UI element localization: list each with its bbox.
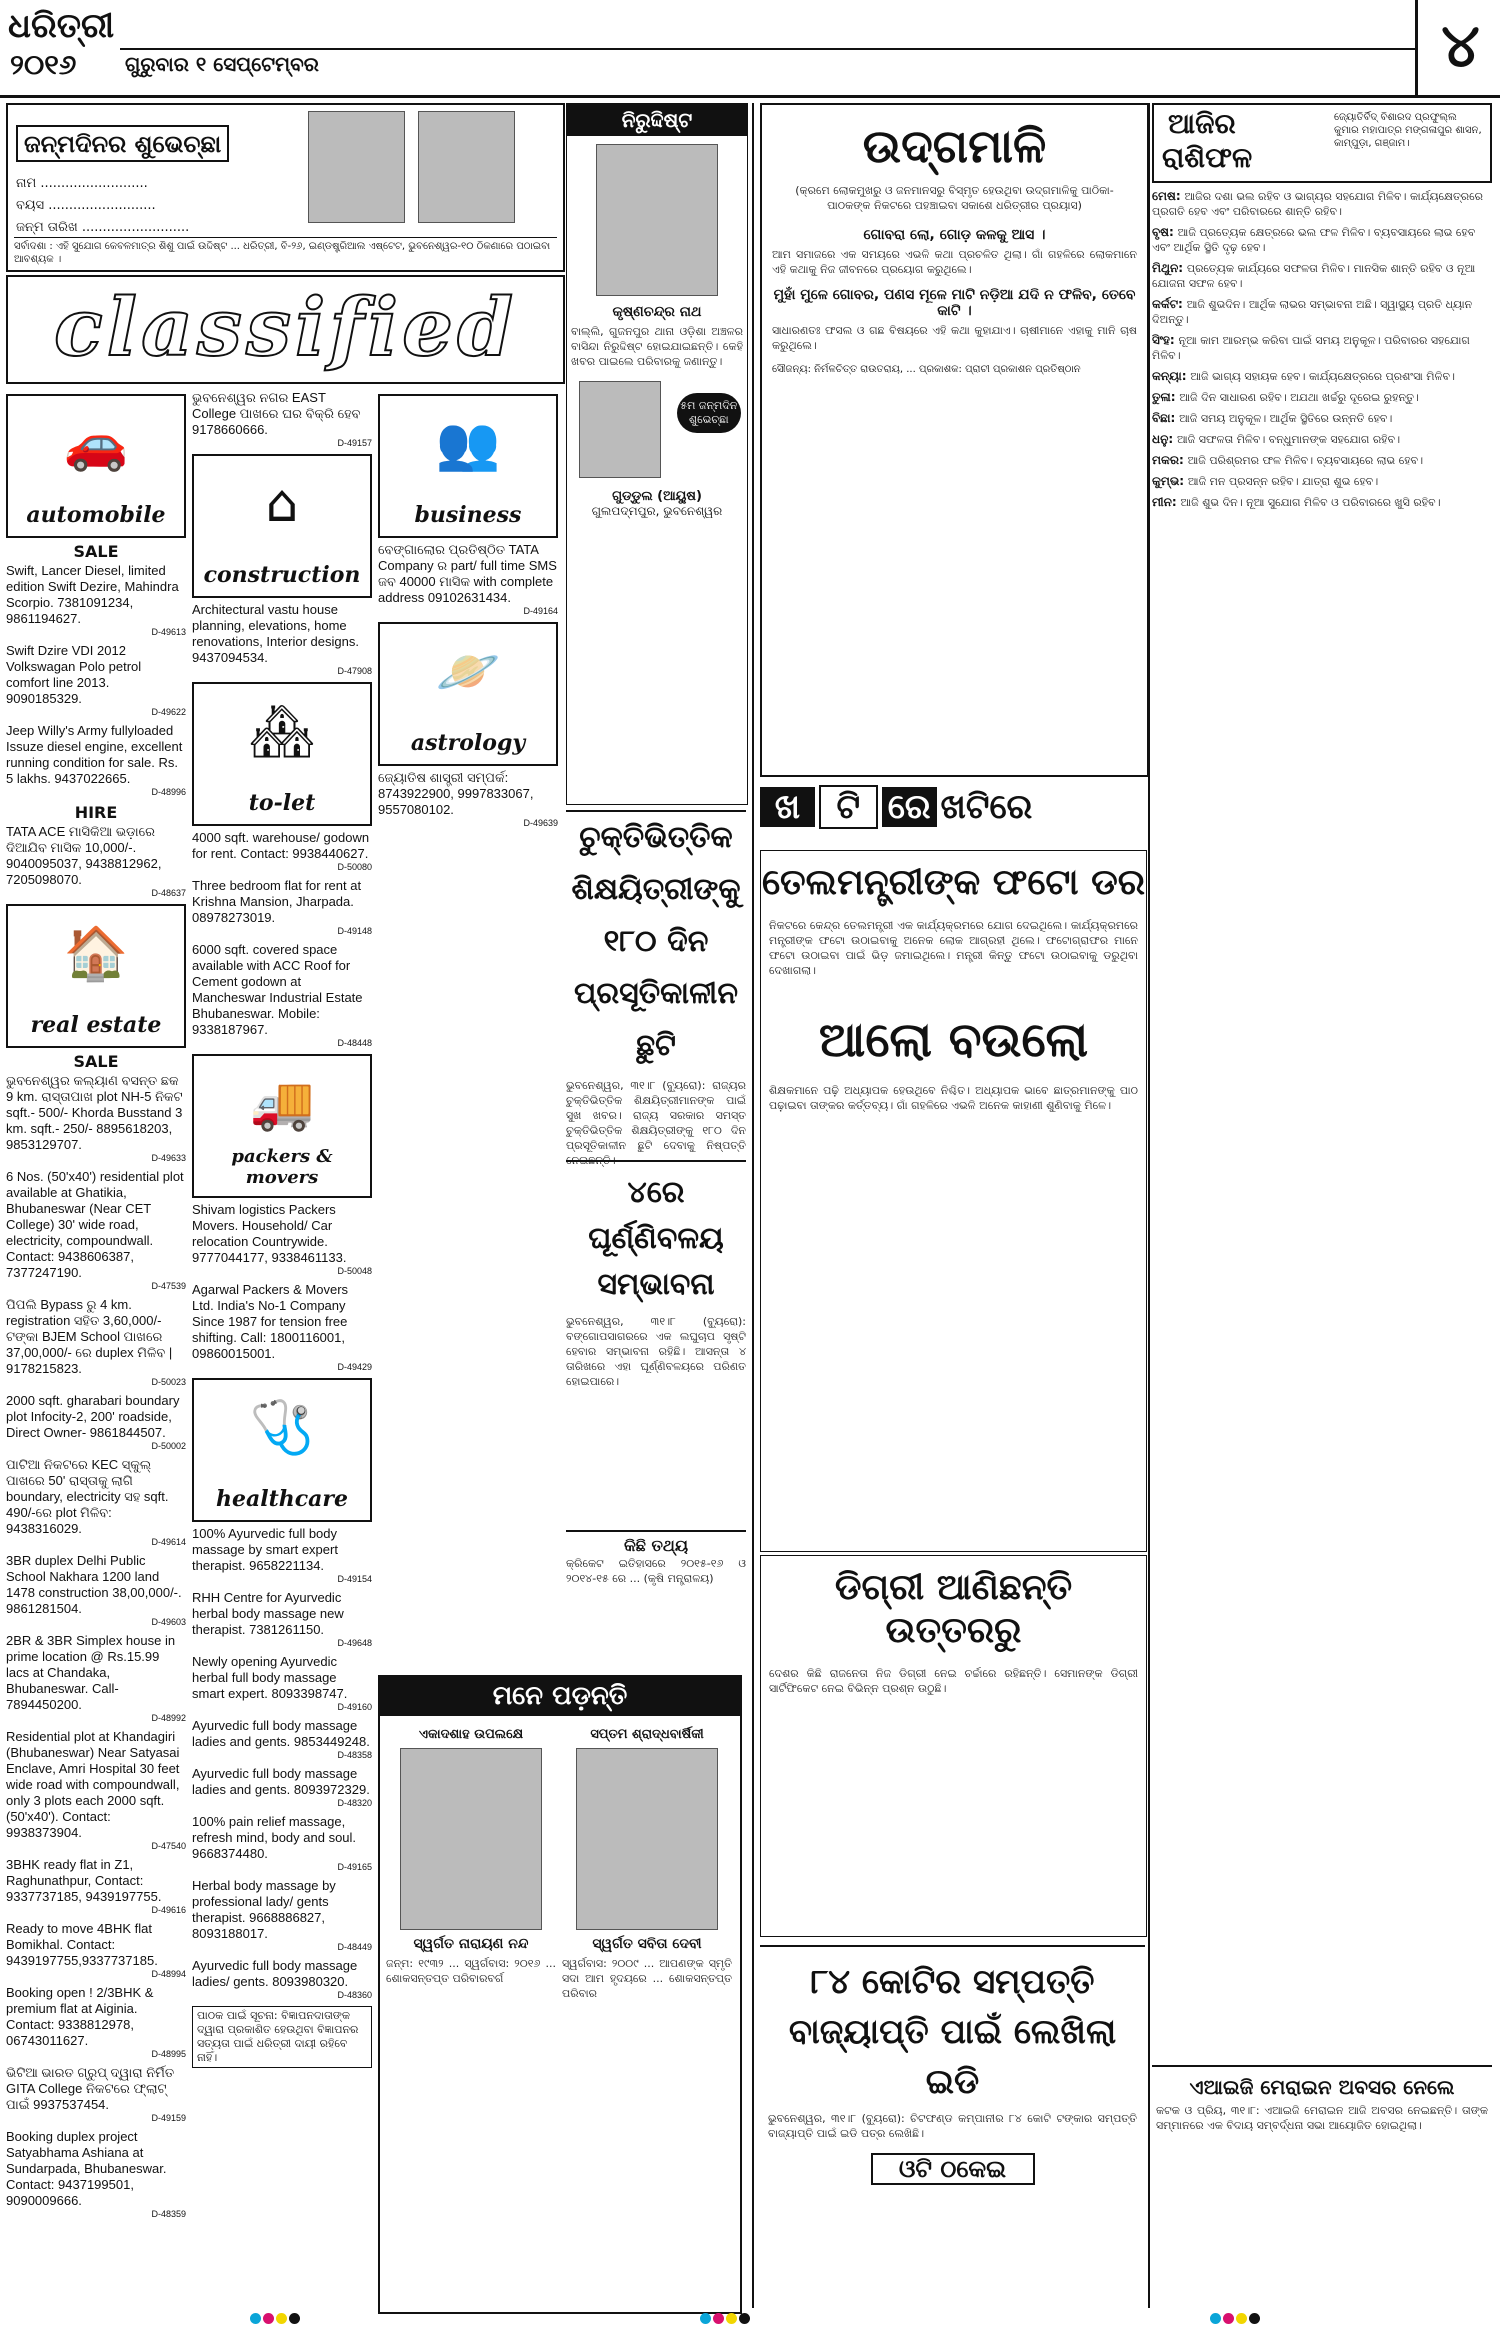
business-people-icon: 👥 <box>435 414 501 474</box>
ad-construction-1: Architectural vastu house planning, elevations, home renovations, Interior designs. 9437094534. D-47908 <box>192 602 372 676</box>
classified-col-1 <box>6 390 186 2310</box>
birthday-note: ସର୍ବାଦଶା : ଏହି ସୁଯୋଗ କେବଳମାତ୍ର ଶିଶୁ ପାଇଁ ଉଦ୍ଦିଷ୍ଟ ... ଧରିତ୍ରୀ, ବି-୨୬, ଇଣ୍ଡଷ୍ଟ୍ରିଆଲ ଏଷ୍ଟେଟ, ଭୁବନେଶ୍ୱର-୧୦ ଠିକଣାରେ ପଠାଇବା ଆବଶ୍ୟକ । <box>14 237 557 266</box>
healthcare-label: healthcare <box>216 1486 348 1512</box>
ad-tolet-2: Three bedroom flat for rent at Krishna Mansion, Jharpada. 08978273019. D-49148 <box>192 878 372 936</box>
business-box <box>378 394 558 538</box>
date: ଗୁରୁବାର ୧ ସେପ୍ଟେମ୍ବର <box>125 52 319 76</box>
ad-auto-2: Swift Dzire VDI 2012 Volkswagan Polo petrol comfort line 2013. 9090185329. D-49622 <box>6 643 186 717</box>
ad-tolet-3: 6000 sqft. covered space available with ACC Roof for Cement godown at Mancheswar Industrial Estate Bhubaneswar. Mobile: 9338187967. D-48448 <box>192 942 372 1048</box>
field-name: ନାମ .......................... <box>16 176 148 191</box>
memorial-right-photo <box>576 1748 718 1930</box>
registration-mark-3 <box>1210 2313 1270 2325</box>
child-name: ଗୁଡ୍ଡୁଲ (ଆୟୁଷ) <box>612 489 702 504</box>
horoscope-title-1: ଆଜିର <box>1168 107 1236 140</box>
reader-note: ପାଠକ ପାଇଁ ସୂଚନା: ବିଜ୍ଞାପନଦାତାଙ୍କ ଦ୍ୱାରା ପ୍ରକାଶିତ ହେଉଥିବା ବିଜ୍ଞାପନର ସତ୍ୟତା ପାଇଁ ଧରିତ୍ରୀ ଦାୟୀ ରହିବେ ନାହିଁ। <box>192 2006 372 2068</box>
udgamali-intro: (କ୍ରମେ ଲୋକମୁଖରୁ ଓ ଜନମାନସରୁ ବିସ୍ମୃତ ହେଉଥିବା ଉଦ୍‌ଗମାଳିକୁ ପାଠିକା-ପାଠକଙ୍କ ନିକଟରେ ପହଞ୍ଚାଇବା ସକାଶେ ଧରିତ୍ରୀର ପ୍ରୟାସ) <box>795 184 1114 212</box>
memorial-left-name: ସ୍ୱର୍ଗତ ନାରାୟଣ ନନ୍ଦ <box>413 1936 529 1952</box>
field-age: ବୟସ .......................... <box>16 198 156 213</box>
birthday-box <box>6 103 565 272</box>
article5-headline: ଏଆଇଜି ମେରାଇନ ଅବସର ନେଲେ <box>1189 2075 1455 2099</box>
memorial-right-name: ସ୍ୱର୍ଗତ ସବିତା ଦେବୀ <box>592 1936 702 1952</box>
proverb-2: ମୁହାଁ ମୁଳେ ଗୋବର, ପଣସ ମୂଳେ ମାଟି ନଡ଼ିଆ ଯଦି ନ ଫଳିବ, ତେବେ କାଟି । <box>773 287 1136 319</box>
ad-re-2: 6 Nos. (50'x40') residential plot available at Ghatikia, Bhubaneswar (Near CET College) 30' wide road, electricity, compoundwall. Contact: 9438606387, 7377247190. D-47539 <box>6 1169 186 1291</box>
planet-icon: 🪐 <box>435 642 501 702</box>
realestate-box <box>6 904 186 1048</box>
ad-health-5: Ayurvedic full body massage ladies and gents. 8093972329. D-48320 <box>192 1766 372 1808</box>
construction-label: construction <box>203 562 361 588</box>
khatire-char-2: ଟି <box>819 785 878 829</box>
ad-re-1: ଭୁବନେଶ୍ୱର କଲ୍ୟାଣ ବସନ୍ତ ଛକ 9 km. ରାସ୍ତାପାଖ plot NH-5 ନିକଟ sqft.- 500/- Khorda Busstand 3 km. sqft.- 250/- 8895618203, 9853129707. D-49633 <box>6 1073 186 1163</box>
missing-person-name: କୃଷ୍ଣଚନ୍ଦ୍ର ନାଥ <box>612 304 702 320</box>
field-dob: ଜନ୍ମ ତାରିଖ .......................... <box>16 220 190 235</box>
classified-title: classified <box>6 275 565 384</box>
article5-body: କଟକ ଓ ପ୍ରିୟ, ୩୧।୮: ଏଆଇଜି ମେରାଇନ ଆଜି ଅବସର ନେଇଛନ୍ତି। ତାଙ୍କ ସମ୍ମାନରେ ଏକ ବିଦାୟ ସମ୍ବର୍ଦ୍ଧନା ସଭା ଆୟୋଜିତ ହୋଇଥିଲା। <box>1156 2104 1488 2132</box>
sign-kanya: କନ୍ୟା: ଆଜି ଭାଗ୍ୟ ସହାୟକ ହେବ। କାର୍ଯ୍ୟକ୍ଷେତ୍ରରେ ପ୍ରଶଂସା ମିଳିବ। <box>1152 369 1455 383</box>
article-left1-body: ଭୁବନେଶ୍ୱର, ୩୧।୮ (ବ୍ୟୁରୋ): ରାଜ୍ୟର ଚୁକ୍ତିଭିତ୍ତିକ ଶିକ୍ଷୟିତ୍ରୀମାନଙ୍କ ପାଇଁ ସୁଖ ଖବର। ରାଜ୍ୟ ସରକାର ସମସ୍ତ ଚୁକ୍ତିଭିତ୍ତିକ ଶିକ୍ଷୟିତ୍ରୀଙ୍କୁ ୧୮୦ ଦିନ ପ୍ରସୂତିକାଳୀନ ଛୁଟି ଦେବାକୁ ନିଷ୍ପତ୍ତି ନେଇଛନ୍ତି। <box>566 1079 746 1167</box>
car-icon: 🚗 <box>63 414 129 474</box>
ad-re-3: ପିପଲି Bypass ରୁ 4 km. registration ସହିତ 3,60,000/- ଟଙ୍କା BJEM School ପାଖରେ 37,00,000/- ରେ duplex ମିଳିବ | 9178215823. D-50023 <box>6 1297 186 1387</box>
horoscope-title-2: ରାଶିଫଳ <box>1162 141 1253 174</box>
ad-health-2: RHH Centre for Ayurvedic herbal body massage new therapist. 7381261150. D-49648 <box>192 1590 372 1648</box>
ad-col2-top: ଭୁବନେଶ୍ୱର ନଗର EAST College ପାଖରେ ଘର ବିକ୍ରି ହେବ 9178660666. D-49157 <box>192 390 372 448</box>
article-left2-body: ଭୁବନେଶ୍ୱର, ୩୧।୮ (ବ୍ୟୁରୋ): ବଙ୍ଗୋପସାଗରରେ ଏକ ଲଘୁଚାପ ସୃଷ୍ଟି ହେବାର ସମ୍ଭାବନା ରହିଛି। ଆସନ୍ତା ୪ ତାରିଖରେ ଏହା ଘୂର୍ଣ୍ଣିବଳୟରେ ପରିଣତ ହୋଇପାରେ। <box>566 1315 746 1388</box>
ad-re-9: 3BHK ready flat in Z1, Raghunathpur, Contact: 9337737185, 9439197755. D-49616 <box>6 1857 186 1915</box>
ad-packers-1: Shivam logistics Packers Movers. Household/ Car relocation Countrywide. 9777044177, 9338461133. D-50048 <box>192 1202 372 1276</box>
ad-health-7: Herbal body massage by professional lady/ gents therapist. 9668886827, 8093188017. D-48449 <box>192 1878 372 1952</box>
automobile-box <box>6 394 186 538</box>
child-place: ଗୁଲପଦ୍ମପୁର, ଭୁବନେଶ୍ୱର <box>591 504 723 518</box>
khatire-char-4: ଖଟିରେ <box>940 787 1033 827</box>
baby-photo <box>308 111 405 223</box>
sign-brusha: ବୃଷ: ଆଜି ପ୍ରତ୍ୟେକ କ୍ଷେତ୍ରରେ ଭଲ ଫଳ ମିଳିବ। ବ୍ୟବସାୟରେ ଲାଭ ହେବ ଏବଂ ଆର୍ଥିକ ସ୍ଥିତି ଦୃଢ଼ ହେବ। <box>1152 225 1476 254</box>
sale-heading: SALE <box>73 542 119 561</box>
sign-simha: ସିଂହ: ନୂଆ କାମ ଆରମ୍ଭ କରିବା ପାଇଁ ସମୟ ଅନୁକୂଳ। ପରିବାରର ସହଯୋଗ ମିଳିବ। <box>1152 333 1470 362</box>
ad-re-7: 2BR & 3BR Simplex house in prime location @ Rs.15.99 lacs at Chandaka, Bhubaneswar. Call- 7894450200. D-48992 <box>6 1633 186 1723</box>
missing-person-photo <box>596 144 718 296</box>
memorial-left-photo <box>400 1748 542 1930</box>
home-outline-icon: ⌂ <box>265 474 299 534</box>
house-icon: 🏠 <box>63 924 129 984</box>
khatire-char-1: ଖ <box>760 787 815 827</box>
ad-re-12: ଭିଟିଆ ଭାରତ ଗ୍ରୁପ୍ ଦ୍ୱାରା ନିର୍ମିତ GITA College ନିକଟରେ ଫ୍ଲାଟ୍ ପାଇଁ 9937537454. D-49159 <box>6 2065 186 2123</box>
truck-icon: 🚚 <box>249 1074 315 1134</box>
classified-col-3 <box>378 390 558 1670</box>
article-degree <box>760 1555 1147 1937</box>
article-left2-headline: ୪ରେ ଘୂର୍ଣ୍ଣିବଳୟ ସମ୍ଭାବନା <box>588 1175 724 1302</box>
article-oil-minister <box>760 850 1147 1552</box>
udgamali-credit: ସୌଜନ୍ୟ: ନିର୍ମଳଚିତ୍ତ ରାଉତରାୟ, ... ପ୍ରକାଶକ: ପ୍ରାଚୀ ପ୍ରକାଶନ ପ୍ରତିଷ୍ଠାନ <box>772 364 1081 375</box>
khatire-char-3: ରେ <box>882 787 937 827</box>
article2-body: ଶିକ୍ଷକମାନେ ପଢ଼ି ଅଧ୍ୟାପକ ହେଉଥିବେ ନିଶ୍ଚିତ। ଅଧ୍ୟାପକ ଭାବେ ଛାତ୍ରମାନଙ୍କୁ ପାଠ ପଢ଼ାଇବା ତାଙ୍କର କର୍ତ୍ତବ୍ୟ। ଗାଁ ଗହଳିରେ ଏଭଳି ଅନେକ କାହାଣୀ ଶୁଣିବାକୁ ମିଳେ। <box>769 1084 1138 1112</box>
ad-re-5: ପାଟିଆ ନିକଟରେ KEC ସ୍କୁଲ୍ ପାଖରେ 50' ରାସ୍ତାକୁ ଲାଗି boundary, electricity ସହ sqft. 490/-ରେ plot ମିଳିବ: 9438316029. D-49614 <box>6 1457 186 1547</box>
tolet-label: to-let <box>248 790 316 816</box>
facts-box <box>566 1530 746 1652</box>
facts-title: କିଛି ତଥ୍ୟ <box>623 1536 689 1555</box>
sign-bichha: ବିଛା: ଆଜି ସମୟ ଅନୁକୂଳ। ଆର୍ଥିକ ସ୍ଥିତିରେ ଉନ୍ନତି ହେବ। <box>1152 411 1393 425</box>
proverb-1: ଗୋବରା ଲୋ, ଗୋଡ଼ କଳକୁ ଆସ । <box>863 227 1046 243</box>
article1-headline: ତେଲମନ୍ତ୍ରୀଙ୍କ ଫଟୋ ଡର <box>761 861 1146 903</box>
registration-mark-2 <box>700 2313 760 2325</box>
facts-body: କ୍ରିକେଟ ଇତିହାସରେ ୨୦୧୫-୧୬ ଓ ୨୦୧୪-୧୫ ରେ ... (କୃଷି ମନ୍ତ୍ରାଳୟ) <box>566 1557 746 1585</box>
ad-health-6: 100% pain relief massage, refresh mind, body and soul. 9668374480. D-49165 <box>192 1814 372 1872</box>
memorial-box: ମନେ ପଡ଼ନ୍ତି ଏକାଦଶାହ ଉପଲକ୍ଷେ ସ୍ୱର୍ଗତ ନାରାୟଣ ନନ୍ଦ ଜନ୍ମ: ୧୯୩୨ ... ସ୍ୱର୍ଗବାସ: ୨୦୧୬ ... ଶୋକସନ୍ତପ୍ତ ପରିବାରବର୍ଗ ସପ୍ତମ ଶ୍ରାଦ୍ଧବାର୍ଷିକୀ ସ୍ୱର୍ଗତ ସବିତା ଦେବୀ ସ୍ୱର୍ଗବାସ: ୨୦୦୯ ... ଆପଣଙ୍କ ସ୍ମୃତି ସଦା ଆମ ହୃଦୟରେ ... ଶୋକସନ୍ତପ୍ତ ପରିବାର <box>378 1675 742 2314</box>
ad-health-1: 100% Ayurvedic full body massage by smart expert therapist. 9658221134. D-49154 <box>192 1526 372 1584</box>
birthday-title: ଜନ୍ମଦିନର ଶୁଭେଚ୍ଛା <box>16 125 229 162</box>
article1-body: ନିକଟରେ କେନ୍ଦ୍ର ତେଲମନ୍ତ୍ରୀ ଏକ କାର୍ଯ୍ୟକ୍ରମରେ ଯୋଗ ଦେଇଥିଲେ। କାର୍ଯ୍ୟକ୍ରମରେ ମନ୍ତ୍ରୀଙ୍କ ଫଟୋ ଉଠାଇବାକୁ ଅନେକ ଲୋକ ଆଗ୍ରହୀ ଥିଲେ। ଫଟୋଗ୍ରାଫର ମାନେ ଫଟୋ ଉଠାଇବା ପାଇଁ ଭିଡ଼ ଜମାଇଥିଲେ। ମନ୍ତ୍ରୀ କିନ୍ତୁ ଫଟୋ ଉଠାଇବାକୁ ଡରୁଥିବା ଦେଖାଗଲା। <box>769 919 1138 977</box>
classified-col-2 <box>192 390 372 2310</box>
sign-meena: ମୀନ: ଆଜି ଶୁଭ ଦିନ। ନୂଆ ସୁଯୋଗ ମିଳିବ ଓ ପରିବାରରେ ଖୁସି ରହିବ। <box>1152 495 1441 509</box>
article-left1-headline: ଚୁକ୍ତିଭିତ୍ତିକ ଶିକ୍ଷୟିତ୍ରୀଙ୍କୁ ୧୮୦ ଦିନ ପ୍ରସୂତିକାଳୀନ ଛୁଟି <box>571 820 741 1063</box>
ad-health-4: Ayurvedic full body massage ladies and gents. 9853449248. D-48358 <box>192 1718 372 1760</box>
khatire-banner <box>760 785 1145 845</box>
article3-body: ଦେଶର କିଛି ରାଜନେତା ନିଜ ଡିଗ୍ରୀ ନେଇ ଚର୍ଚ୍ଚାରେ ରହିଛନ୍ତି। ସେମାନଙ୍କ ଡିଗ୍ରୀ ସାର୍ଟିଫିକେଟ ନେଇ ବିଭିନ୍ନ ପ୍ରଶ୍ନ ଉଠୁଛି। <box>769 1667 1138 1695</box>
ad-re-6: 3BR duplex Delhi Public School Nakhara 1200 land 1478 construction 38,00,000/-. 9861281504. D-49603 <box>6 1553 186 1627</box>
ad-packers-2: Agarwal Packers & Movers Ltd. India's No-1 Company Since 1987 for tension free shifting. Call: 1800116001, 09860015001. D-49429 <box>192 1282 372 1372</box>
sign-kumbha: କୁମ୍ଭ: ଆଜି ମନ ପ୍ରସନ୍ନ ରହିବ। ଯାତ୍ରା ଶୁଭ ହେବ। <box>1152 474 1379 488</box>
business-label: business <box>414 502 522 528</box>
ad-auto-3: Jeep Willy's Army fullyloaded Issuze diesel engine, excellent running condition for sale. Rs. 5 lakhs. 9437022665. D-48996 <box>6 723 186 797</box>
udgamali-title: ଉଦ୍‌ଗମାଳି <box>862 119 1047 173</box>
astrology-label: astrology <box>410 730 526 756</box>
ad-hire-1: TATA ACE ମାସିକିଆ ଭଡ଼ାରେ ଦିଆଯିବ ମାସିକ 10,000/-. 9040095037, 9438812962, 7205098070. D-48637 <box>6 824 186 898</box>
astrologer: ଜ୍ୟୋତିର୍ବିଦ୍ ବିଶାରଦ ପ୍ରଫୁଲ୍ଲ କୁମାର ମହାପାତ୍ର ମଙ୍ଗଳାପୁର ଶାସନ, କାମ୍ପୁଡ଼ା, ଗଞ୍ଜାମ। <box>1334 112 1482 149</box>
automobile-label: automobile <box>26 502 166 528</box>
sign-mithuna: ମିଥୁନ: ପ୍ରତ୍ୟେକ କାର୍ଯ୍ୟରେ ସଫଳତା ମିଳିବ। ମାନସିକ ଶାନ୍ତି ରହିବ ଓ ନୂଆ ଯୋଜନା ସଫଳ ହେବ। <box>1152 261 1476 290</box>
missing-title: ନିରୁଦ୍ଦିଷ୍ଟ <box>567 104 747 136</box>
article3-headline: ଡିଗ୍ରୀ ଆଣିଛନ୍ତି ଉତ୍ତରରୁ <box>834 1566 1073 1651</box>
horoscope-column <box>1152 103 1492 2058</box>
packers-label: packers & movers <box>231 1146 333 1188</box>
sign-tula: ତୁଳା: ଆଜି ଦିନ ସାଧାରଣ ରହିବ। ଅଯଥା ଖର୍ଚ୍ଚରୁ ଦୂରେଇ ରୁହନ୍ତୁ। <box>1152 390 1419 404</box>
article4-badge: ଓଟି ଠକେଇ <box>871 2153 1035 2185</box>
astrology-box <box>378 622 558 766</box>
tolet-box <box>192 682 372 826</box>
udgamali-box: ଉଦ୍‌ଗମାଳି (କ୍ରମେ ଲୋକମୁଖରୁ ଓ ଜନମାନସରୁ ବିସ୍ମୃତ ହେଉଥିବା ଉଦ୍‌ଗମାଳିକୁ ପାଠିକା-ପାଠକଙ୍କ ନିକଟରେ ପହଞ୍ଚାଇବା ସକାଶେ ଧରିତ୍ରୀର ପ୍ରୟାସ) ଗୋବରା ଲୋ, ଗୋଡ଼ କଳକୁ ଆସ । ଆମ ସମାଜରେ ଏକ ସମୟରେ ଏଭଳି କଥା ପ୍ରଚଳିତ ଥିଲା। ଗାଁ ଗହଳିରେ ଲୋକମାନେ ଏହି କଥାକୁ ନିଜ ଜୀବନରେ ପ୍ରୟୋଗ କରୁଥିଲେ। ମୁହାଁ ମୁଳେ ଗୋବର, ପଣସ ମୂଳେ ମାଟି ନଡ଼ିଆ ଯଦି ନ ଫଳିବ, ତେବେ କାଟି । ସାଧାରଣତଃ ଫସଲ ଓ ଗଛ ବିଷୟରେ ଏହି କଥା କୁହାଯାଏ। ଚାଷୀମାନେ ଏହାକୁ ମାନି ଚାଷ କରୁଥିଲେ। ସୌଜନ୍ୟ: ନିର୍ମଳଚିତ୍ତ ରାଉତରାୟ, ... ପ୍ରକାଶକ: ପ୍ରାଚୀ ପ୍ରକାଶନ ପ୍ରତିଷ୍ଠାନ <box>760 103 1149 777</box>
sign-dhanu: ଧନୁ: ଆଜି ସଫଳତା ମିଳିବ। ବନ୍ଧୁମାନଙ୍କ ସହଯୋଗ ରହିବ। <box>1152 432 1401 446</box>
ad-re-8: Residential plot at Khandagiri (Bhubaneswar) Near Satyasai Enclave, Amri Hospital 30 feet wide road with compoundwall, only 3 plots each 2000 sqft. (50'x40'). Contact: 9938373904. D-47540 <box>6 1729 186 1851</box>
ad-re-10: Ready to move 4BHK flat Bomikhal. Contact: 9439197755,9337737185. D-48994 <box>6 1921 186 1979</box>
packers-box <box>192 1054 372 1198</box>
ad-re-11: Booking open ! 2/3BHK & premium flat at Aiginia. Contact: 9338812978, 06743011627. D-48995 <box>6 1985 186 2059</box>
article4-headline: ୮୪ କୋଟିର ସମ୍ପତ୍ତି ବାଜ୍ୟାପ୍ତି ପାଇଁ ଲେଖିଲା ଇଡି <box>788 1962 1117 2102</box>
sign-karkata: କର୍କଟ: ଆଜି ଶୁଭଦିନ। ଆର୍ଥିକ ଲାଭର ସମ୍ଭାବନା ଅଛି। ସ୍ୱାସ୍ଥ୍ୟ ପ୍ରତି ଧ୍ୟାନ ଦିଅନ୍ତୁ। <box>1152 297 1473 326</box>
ad-tolet-1: 4000 sqft. warehouse/ godown for rent. Contact: 9938440627. D-50080 <box>192 830 372 872</box>
ad-health-3: Newly opening Ayurvedic herbal full body massage smart expert. 8093398747. D-49160 <box>192 1654 372 1712</box>
sign-makara: ମକର: ଆଜି ପରିଶ୍ରମର ଫଳ ମିଳିବ। ବ୍ୟବସାୟରେ ଲାଭ ହେବ। <box>1152 453 1424 467</box>
memorial-right-title: ସପ୍ତମ ଶ୍ରାଦ୍ଧବାର୍ଷିକୀ <box>590 1727 704 1742</box>
child-photo-2 <box>579 381 661 478</box>
ad-auto-1: Swift, Lancer Diesel, limited edition Swift Dezire, Mahindra Scorpio. 7381091234, 9861194627. D-49613 <box>6 563 186 637</box>
ad-health-8: Ayurvedic full body massage ladies/ gents. 8093980320. D-48360 <box>192 1958 372 2000</box>
healthcare-box <box>192 1378 372 1522</box>
missing-column: ନିରୁଦ୍ଦିଷ୍ଟ କୃଷ୍ଣଚନ୍ଦ୍ର ନାଥ ବାଲ୍ଲି, ଗୁଜନପୁର ଥାନା ଓଡ଼ିଶା ଅଞ୍ଚଳର ବାସିନ୍ଦା ନିରୁଦ୍ଦିଷ୍ଟ ହୋଇଯାଇଛନ୍ତି। କେହି ଖବର ପାଇଲେ ପରିବାରକୁ ଜଣାନ୍ତୁ। ୫ମ ଜନ୍ମଦିନ ଶୁଭେଚ୍ଛା ଗୁଡ୍ଡୁଲ (ଆୟୁଷ) ଗୁଲପଦ୍ମପୁର, ଭୁବନେଶ୍ୱର <box>566 103 748 805</box>
hire-heading: HIRE <box>74 803 118 822</box>
page-number: ୪ <box>1415 0 1503 95</box>
ad-re-13: Booking duplex project Satyabhama Ashiana at Sundarpada, Bhubaneswar. Contact: 9437199501, 9090009666. D-48359 <box>6 2129 186 2219</box>
brand: ଧରିତ୍ରୀ <box>8 6 115 46</box>
year: ୨୦୧୬ <box>10 48 77 81</box>
ad-business-1: ବେଙ୍ଗାଲୋର ପ୍ରତିଷ୍ଠିତ TATA Company ର part/ full time SMS ଜବ 40000 ମାସିକ with complete address 09102631434. D-49164 <box>378 542 558 616</box>
child-photo <box>418 111 515 223</box>
article-contract-teachers <box>566 810 746 1167</box>
article4-body: ଭୁବନେଶ୍ୱର, ୩୧।୮ (ବ୍ୟୁରୋ): ଚିଟଫଣ୍ଡ କମ୍ପାନୀର ୮୪ କୋଟି ଟଙ୍କାର ସମ୍ପତ୍ତି ବାଜ୍ୟାପ୍ତି ପାଇଁ ଇଡି ପତ୍ର ଲେଖିଛି। <box>768 2112 1137 2140</box>
ad-astrology-1: ଜ୍ୟୋତିଷ ଶାସ୍ତ୍ରୀ ସମ୍ପର୍କ: 8743922900, 9997833067, 9557080102. D-49639 <box>378 770 558 828</box>
birthday-badge: ୫ମ ଜନ୍ମଦିନ ଶୁଭେଚ୍ଛା <box>677 393 741 433</box>
memorial-title: ମନେ ପଡ଼ନ୍ତି <box>380 1677 740 1716</box>
registration-mark <box>250 2313 310 2325</box>
article-cyclone <box>566 1160 746 1522</box>
realestate-label: real estate <box>30 1012 162 1038</box>
stethoscope-icon: 🩺 <box>249 1398 315 1458</box>
memorial-left-title: ଏକାଦଶାହ ଉପଲକ୍ଷେ <box>418 1727 524 1742</box>
construction-box <box>192 454 372 598</box>
tolet-sign-icon: 🏘 <box>248 702 315 762</box>
sign-mesha: ମେଷ: ଆଜିର ଦଶା ଭଲ ରହିବ ଓ ଭାଗ୍ୟର ସହଯୋଗ ମିଳିବ। କାର୍ଯ୍ୟକ୍ଷେତ୍ରରେ ପ୍ରଗତି ହେବ ଏବଂ ପରିବାରରେ ଶାନ୍ତି ରହିବ। <box>1152 189 1483 218</box>
masthead <box>0 0 1500 98</box>
ad-re-4: 2000 sqft. gharabari boundary plot Infocity-2, 200' roadside, Direct Owner- 9861844507. D-50002 <box>6 1393 186 1451</box>
sale2-heading: SALE <box>73 1052 119 1071</box>
article-ed <box>760 1945 1145 2312</box>
article2-headline: ଆଲୋ ବଉଲୋ <box>818 1012 1089 1068</box>
article-aig <box>1152 2065 1492 2312</box>
